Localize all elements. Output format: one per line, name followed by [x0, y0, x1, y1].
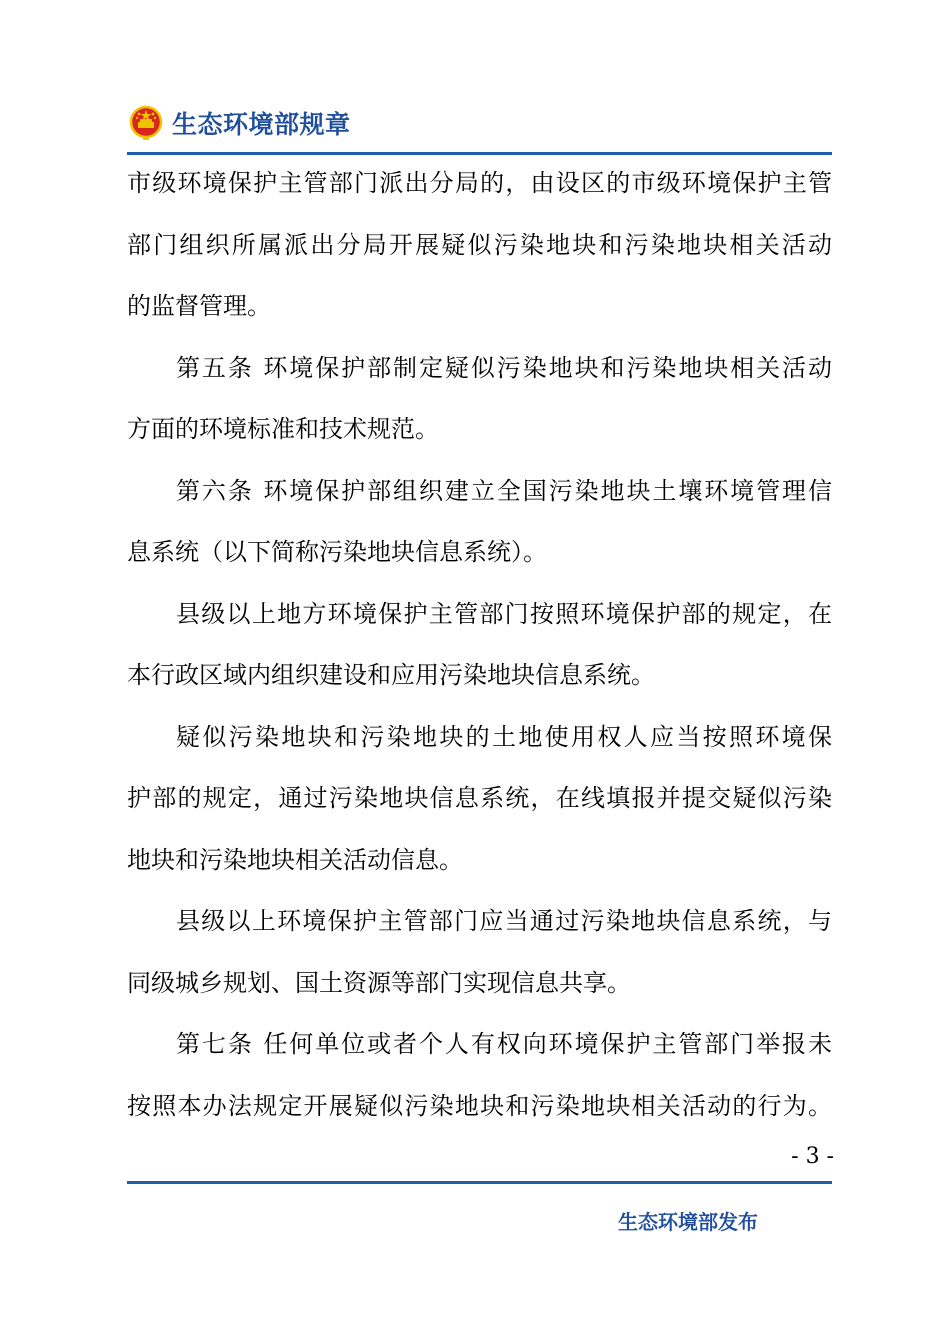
article-7-line: 第七条 任何单位或者个人有权向环境保护主管部门举报未	[176, 1030, 832, 1058]
header-title: 生态环境部规章	[172, 110, 351, 139]
body-line: 方面的环境标准和技术规范。	[127, 415, 439, 443]
body-line: 县级以上地方环境保护主管部门按照环境保护部的规定，在	[176, 599, 832, 628]
article-5-line: 第五条 环境保护部制定疑似污染地块和污染地块相关活动	[176, 353, 832, 382]
body-line: 同级城乡规划、国土资源等部门实现信息共享。	[127, 968, 631, 997]
document-body	[127, 153, 832, 1137]
body-line: 市级环境保护主管部门派出分局的，由设区的市级环境保护主管	[127, 169, 832, 197]
national-emblem-icon	[128, 105, 164, 141]
article-6-line: 第六条 环境保护部组织建立全国污染地块土壤环境管理信	[176, 476, 832, 505]
document-header	[128, 100, 351, 146]
body-line: 的监督管理。	[127, 292, 271, 320]
page-number: - 3 -	[791, 1144, 834, 1169]
footer-publisher: 生态环境部发布	[618, 1210, 758, 1234]
body-line: 本行政区域内组织建设和应用污染地块信息系统。	[127, 661, 655, 689]
body-line: 息系统（以下简称污染地块信息系统）。	[127, 538, 547, 566]
body-line: 地块和污染地块相关活动信息。	[127, 845, 463, 874]
body-line: 部门组织所属派出分局开展疑似污染地块和污染地块相关活动	[127, 230, 832, 259]
body-line: 按照本办法规定开展疑似污染地块和污染地块相关活动的行为。	[127, 1091, 832, 1120]
body-line: 县级以上环境保护主管部门应当通过污染地块信息系统，与	[176, 907, 832, 935]
body-line: 护部的规定，通过污染地块信息系统，在线填报并提交疑似污染	[127, 784, 832, 812]
body-line: 疑似污染地块和污染地块的土地使用权人应当按照环境保	[176, 722, 832, 751]
footer-divider	[127, 1181, 832, 1184]
